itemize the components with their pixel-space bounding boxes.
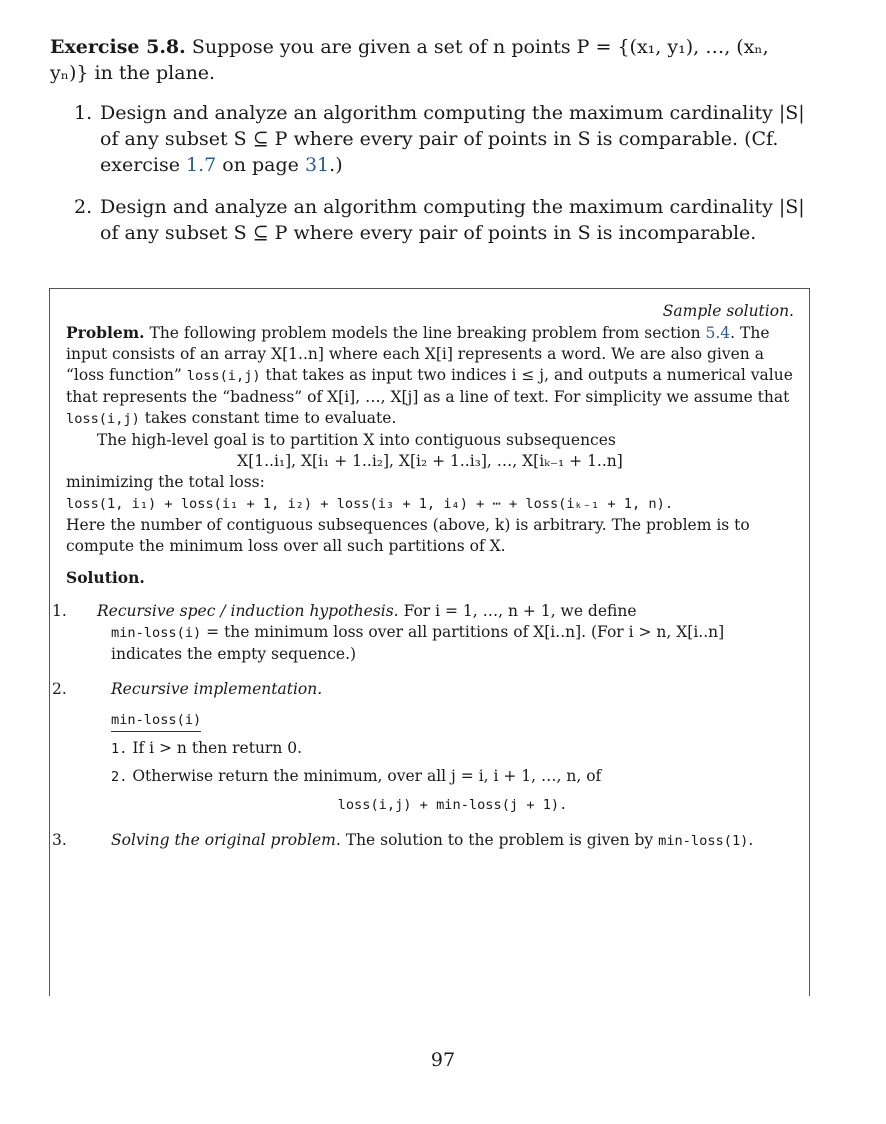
min-loss-definition — [111, 622, 794, 665]
problem-label: Problem. — [66, 323, 145, 342]
algorithm-step-text: If i > n then return 0. — [132, 739, 303, 757]
step-number: 2. — [52, 680, 67, 698]
exercise-items — [50, 100, 812, 246]
step-title: Recursive implementation. — [111, 680, 323, 698]
algorithm-steps — [111, 738, 794, 788]
problem-text: . The input consists of an array X[1..n] where each X[i] represents a word. We are also given a “loss function” — [66, 324, 770, 384]
definition-text: = the minimum loss over all partitions of X[i..n]. (For i > n, X[i..n] indicates the empty sequence.) — [111, 623, 725, 663]
step-number: 1. — [52, 602, 67, 620]
solution-label: Solution. — [66, 568, 145, 587]
algorithm-name: min-loss(i) — [111, 710, 201, 732]
step-text: . — [748, 831, 754, 849]
step-text: The solution to the problem is given by — [345, 831, 659, 849]
algorithm-step-number: 1. — [111, 741, 128, 757]
exercise-link[interactable]: 1.7 — [186, 154, 217, 176]
solution-heading — [66, 567, 794, 589]
exercise-block — [50, 34, 812, 262]
page-link[interactable]: 31 — [304, 154, 330, 176]
solution-step-1 — [52, 601, 794, 665]
code-text: min-loss(1) — [658, 833, 749, 849]
problem-paragraph — [66, 322, 794, 430]
partition-formula: X[1..i₁], X[i₁ + 1..i₂], X[i₂ + 1..i₃], …, X[iₖ₋₁ + 1..n] — [237, 452, 623, 470]
algorithm-step — [111, 738, 794, 760]
exercise-item-number: 2. — [74, 196, 93, 218]
exercise-item-text: .) — [329, 154, 343, 176]
algorithm-step-text: Otherwise return the minimum, over all j = i, i + 1, …, n, of — [132, 767, 602, 785]
minimizing-text: minimizing the total loss: — [66, 473, 265, 491]
sample-solution-label: Sample solution. — [662, 302, 794, 320]
step-text: For i = 1, …, n + 1, we define — [403, 602, 637, 620]
problem-text: takes constant time to evaluate. — [139, 409, 397, 427]
exercise-item-text: Design and analyze an algorithm computing the maximum cardinality |S| of any subset S ⊆ P where every pair of points in S is comparable. (Cf. exercise — [100, 102, 805, 176]
exercise-item-2 — [74, 194, 812, 246]
exercise-intro-text: Suppose you are given a set of n points P = {(x₁, y₁), …, (xₙ, yₙ)} in the plane. — [50, 36, 769, 84]
step-title: Solving the original problem. — [111, 831, 341, 849]
code-text: loss(i,j) — [66, 411, 140, 427]
algorithm-step — [111, 766, 794, 788]
problem-text: that takes as input two indices i ≤ j, and outputs a numerical value that represents the “badness” of X[i], …, X[j] as a line of text. For simplicity we assume that — [66, 366, 793, 406]
algorithm-step-number: 2. — [111, 769, 128, 785]
loss-formula — [66, 493, 794, 515]
solution-step-3 — [52, 830, 794, 852]
exercise-label: Exercise 5.8. — [50, 36, 186, 58]
problem-text: The following problem models the line breaking problem from section — [149, 324, 706, 342]
goal-paragraph: The high-level goal is to partition X into contiguous subsequences — [97, 431, 616, 449]
solution-step-2 — [52, 679, 794, 816]
recurrence-formula — [111, 794, 794, 816]
solution-box — [49, 288, 810, 996]
arbitrary-paragraph: Here the number of contiguous subsequences (above, k) is arbitrary. The problem is to compute the minimum loss over all such partitions of X. — [66, 516, 750, 555]
section-link[interactable]: 5.4 — [705, 324, 731, 342]
recurrence-text: loss(i,j) + min-loss(j + 1). — [337, 797, 568, 813]
page-number: 97 — [430, 1049, 456, 1071]
step-number: 3. — [52, 831, 67, 849]
exercise-intro — [50, 34, 812, 86]
step-title: Recursive spec / induction hypothesis. — [97, 602, 399, 620]
solution-steps — [52, 601, 794, 852]
loss-formula-text: loss(1, i₁) + loss(i₁ + 1, i₂) + loss(i₃ + 1, i₄) + ⋯ + loss(iₖ₋₁ + 1, n). — [66, 496, 674, 512]
code-text: loss(i,j) — [186, 368, 261, 384]
code-text: min-loss(i) — [111, 625, 202, 641]
exercise-item-1 — [74, 100, 812, 178]
exercise-item-text: Design and analyze an algorithm computing the maximum cardinality |S| of any subset S ⊆ P where every pair of points in S is incomparable. — [100, 196, 805, 244]
exercise-item-number: 1. — [74, 102, 93, 124]
exercise-item-text: on page — [216, 154, 305, 176]
